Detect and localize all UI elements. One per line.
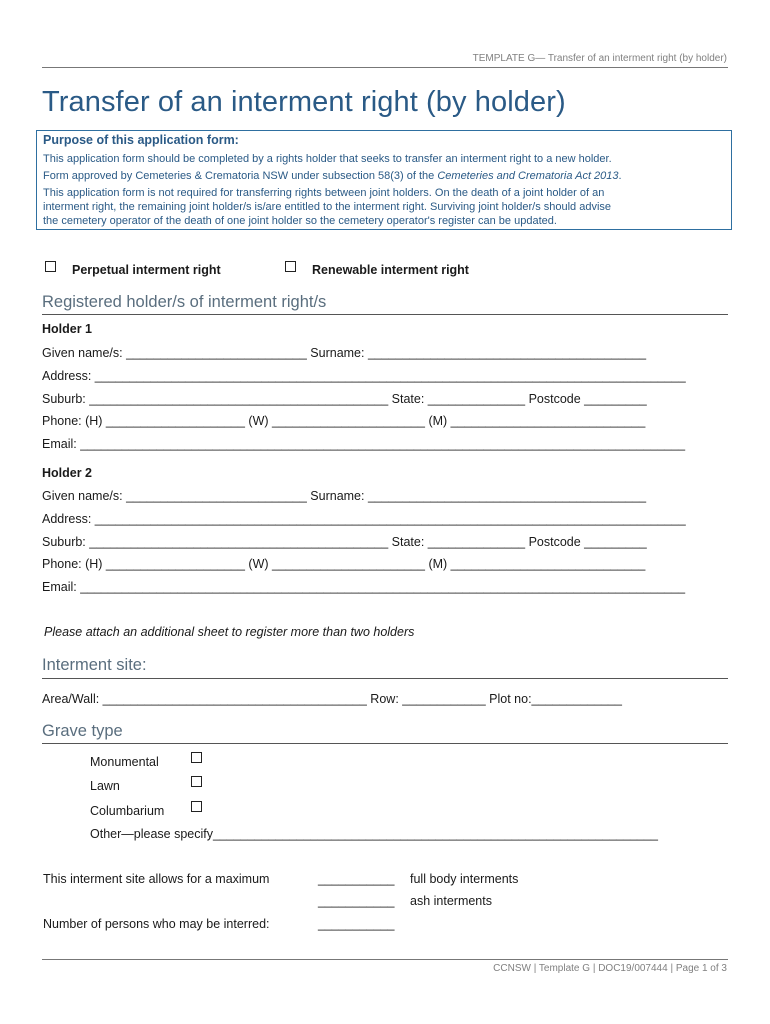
holder-2-email-field[interactable]: Email: _______________________________________________________________________________________ — [42, 580, 686, 594]
holder-2-suburb-field[interactable]: Suburb: ___________________________________________ State: ______________ Postcode _________ — [42, 535, 647, 549]
template-label: TEMPLATE G— Transfer of an interment right (by holder) — [472, 53, 727, 64]
other-specify-field[interactable]: Other—please specify________________________________________________________________ — [90, 827, 658, 841]
holder-1-phone-field[interactable]: Phone: (H) ____________________ (W) ______________________ (M) ____________________________ — [42, 414, 646, 428]
purpose-line-2-text: Form approved by Cemeteries & Crematoria NSW under subsection 58(3) of the — [43, 170, 438, 182]
footer-text: CCNSW | Template G | DOC19/007444 | Page 1 of 3 — [493, 963, 727, 974]
renewable-label: Renewable interment right — [312, 263, 469, 277]
columbarium-checkbox[interactable] — [191, 801, 202, 812]
grave-type-rule — [42, 743, 728, 744]
monumental-label: Monumental — [90, 755, 159, 769]
registered-holders-heading: Registered holder/s of interment right/s — [42, 293, 327, 311]
purpose-line-1: This application form should be completed by a rights holder that seeks to transfer an interment right to a new holder. — [43, 153, 612, 165]
purpose-line-2 — [43, 170, 622, 182]
page-title: Transfer of an interment right (by holder) — [42, 86, 566, 118]
purpose-heading: Purpose of this application form: — [43, 133, 239, 147]
perpetual-checkbox[interactable] — [45, 261, 56, 272]
holder-2-phone-field[interactable]: Phone: (H) ____________________ (W) ______________________ (M) ____________________________ — [42, 557, 646, 571]
header-rule — [42, 67, 728, 68]
columbarium-label: Columbarium — [90, 804, 165, 818]
persons-label: Number of persons who may be interred: — [43, 917, 270, 931]
purpose-box — [36, 130, 732, 230]
interment-site-rule — [42, 678, 728, 679]
full-body-blank[interactable]: ___________ — [318, 872, 395, 886]
purpose-line-4: interment right, the remaining joint holder/s is/are entitled to the interment right. Surviving joint holder/s should advise — [43, 201, 612, 213]
holder-1-given-name-field[interactable]: Given name/s: __________________________ Surname: ________________________________________ — [42, 346, 647, 360]
grave-type-heading: Grave type — [42, 722, 123, 740]
holder-1-suburb-field[interactable]: Suburb: ___________________________________________ State: ______________ Postcode _________ — [42, 392, 647, 406]
holder-2-heading: Holder 2 — [42, 466, 93, 480]
ash-label: ash interments — [410, 894, 492, 908]
holder-2-address-field[interactable]: Address: _____________________________________________________________________________________ — [42, 512, 686, 526]
lawn-label: Lawn — [90, 779, 120, 793]
full-body-label: full body interments — [410, 872, 519, 886]
monumental-checkbox[interactable] — [191, 752, 202, 763]
holder-1-heading: Holder 1 — [42, 322, 93, 336]
registered-rule — [42, 314, 728, 315]
lawn-checkbox[interactable] — [191, 776, 202, 787]
purpose-line-5: the cemetery operator of the death of one joint holder so the cemetery operator's register can be updated. — [43, 215, 557, 227]
additional-sheet-note: Please attach an additional sheet to register more than two holders — [44, 625, 415, 639]
perpetual-label: Perpetual interment right — [72, 263, 221, 277]
interment-site-heading: Interment site: — [42, 656, 147, 674]
ash-blank[interactable]: ___________ — [318, 894, 395, 908]
purpose-line-2-end: . — [618, 170, 622, 182]
purpose-line-3: This application form is not required for transferring rights between joint holders. On the death of a joint holder of an — [43, 187, 605, 199]
max-interments-label: This interment site allows for a maximum — [43, 872, 270, 886]
persons-blank[interactable]: ___________ — [318, 917, 395, 931]
holder-2-given-name-field[interactable]: Given name/s: __________________________ Surname: ________________________________________ — [42, 489, 647, 503]
area-row-plot-field[interactable]: Area/Wall: ______________________________________ Row: ____________ Plot no:_____________ — [42, 692, 622, 706]
footer-rule — [42, 959, 728, 960]
act-name: Cemeteries and Crematoria Act 2013 — [437, 170, 619, 182]
holder-1-email-field[interactable]: Email: _______________________________________________________________________________________ — [42, 437, 686, 451]
renewable-checkbox[interactable] — [285, 261, 296, 272]
holder-1-address-field[interactable]: Address: _____________________________________________________________________________________ — [42, 369, 686, 383]
